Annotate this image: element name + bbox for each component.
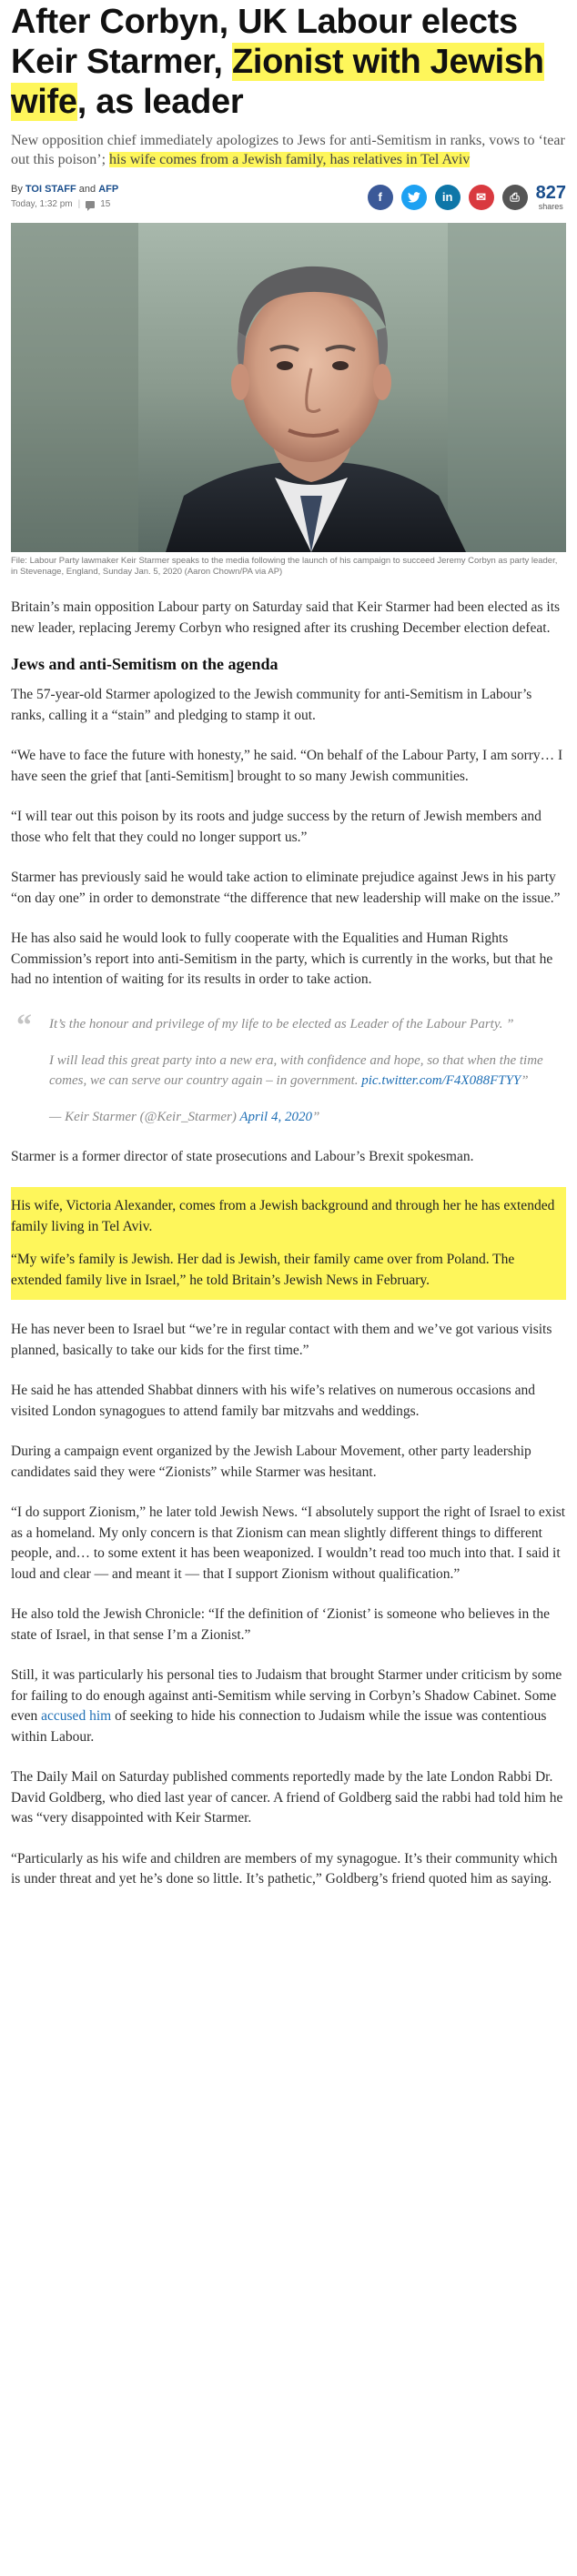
headline-text: After Corbyn, UK Labour elects Keir Starmer, [11, 3, 518, 81]
share-counter [536, 184, 566, 211]
photo-caption: File: Labour Party lawmaker Keir Starmer speaks to the media following the launch of his campaign to succeed Jeremy Corbyn as party leader, in Stevenage, England, Sunday Jan. 5, 2020 (Aaron Chown/PA via AP) [11, 556, 558, 577]
paragraph-13-text-end: of seeking to hide his connection to Judaism while the issue was contentious within Labour. [11, 1708, 547, 1745]
paragraph-13 [11, 1665, 566, 1747]
subhead-text: New opposition chief immediately apologizes to Jews for anti-Semitism in ranks, vows to ‘tear out this poison’; [11, 133, 565, 167]
paragraph-5: Starmer has previously said he would take action to eliminate prejudice against Jews in his party “on day one” in order to demonstrate “the difference that new leadership will make on the issue.” [11, 870, 561, 906]
article-meta [11, 197, 118, 212]
quote-mark-icon: “ [16, 1008, 32, 1042]
email-share-icon[interactable]: ✉ [469, 185, 494, 210]
tweet-pic-link[interactable]: pic.twitter.com/F4X088FTYY [361, 1072, 521, 1088]
tweet-quote-line-1: It’s the honour and privilege of my life to be elected as Leader of the Labour Party. ” [49, 1016, 514, 1031]
share-count-number: 827 [535, 182, 566, 203]
accused-him-link[interactable]: accused him [41, 1708, 112, 1724]
twitter-share-icon[interactable] [401, 185, 427, 210]
section-heading: Jews and anti-Semitism on the agenda [11, 655, 278, 673]
article-body [11, 598, 566, 1890]
paragraph-9: He said he has attended Shabbat dinners with his wife’s relatives on numerous occasions and visited London synagogues to attend family bar mitzvahs and weddings. [11, 1383, 535, 1419]
subheadline [11, 131, 566, 169]
timestamp: Today, 1:32 pm [11, 199, 73, 209]
byline-row [11, 182, 566, 212]
embedded-tweet-quote [11, 1008, 566, 1127]
headline-highlight: Zionist with Jewish wife [11, 43, 544, 121]
highlight-paragraph-1: His wife, Victoria Alexander, comes from a Jewish background and through her he has extended family living in Tel Aviv. [11, 1198, 555, 1234]
paragraph-12: He also told the Jewish Chronicle: “If the definition of ‘Zionist’ is someone who believes in the state of Israel, in that sense I’m a Zionist.” [11, 1606, 551, 1643]
headline-text-end: , as leader [76, 83, 244, 121]
paragraph-4: “I will tear out this poison by its roots and judge success by the return of Jewish members and those who felt that they could no longer support us.” [11, 809, 542, 845]
highlight-paragraph-2: “My wife’s family is Jewish. Her dad is Jewish, their family came over from Poland. The extended family live in Israel,” he told Britain’s Jewish News in February. [11, 1252, 515, 1288]
paragraph-13-text: Still, it was particularly his personal ties to Judaism that brought Starmer under criticism by some for failing to do enough against anti-Semitism while serving in Corbyn’s Shadow Cabinet. Some even [11, 1667, 562, 1724]
tweet-attribution [49, 1107, 566, 1127]
meta-separator: | [77, 199, 81, 209]
tweet-author: — Keir Starmer (@Keir_Starmer) [49, 1109, 240, 1124]
subhead-highlight: his wife comes from a Jewish family, has relatives in Tel Aviv [109, 152, 471, 167]
paragraph-10: During a campaign event organized by the Jewish Labour Movement, other party leadership candidates said they were “Zionists” while Starmer was hesitant. [11, 1444, 531, 1480]
paragraph-15: “Particularly as his wife and children are members of my synagogue. It’s their community which is under threat and yet he’s done so little. It’s pathetic,” Goldberg’s friend quoted him as saying. [11, 1850, 558, 1887]
paragraph-6: He has also said he would look to fully cooperate with the Equalities and Human Rights Commission’s report into anti-Semitism in the party, which is currently in the works, but that he had no intention of waiting for its results in order to take action. [11, 931, 553, 987]
byline-and: and [78, 184, 96, 195]
paragraph-14: The Daily Mail on Saturday published comments reportedly made by the late London Rabbi Dr. David Goldberg, who died last year of cancer. A friend of Goldberg said the rabbi had told him he was “very disappointed with Keir Starmer. [11, 1769, 563, 1826]
paragraph-2: The 57-year-old Starmer apologized to the Jewish community for anti-Semitism in Labour’s ranks, calling it a “stain” and pledging to stamp it out. [11, 687, 532, 723]
tweet-quote-line-2 [49, 1051, 566, 1091]
author-link-toi-staff[interactable]: TOI STAFF [25, 184, 76, 195]
facebook-share-icon[interactable]: f [368, 185, 393, 210]
byline-prefix: By [11, 184, 23, 195]
twitter-bird-icon [408, 192, 420, 203]
paragraph-11: “I do support Zionism,” he later told Jewish News. “I absolutely support the right of Israel to exist as a homeland. My only concern is that Zionism can mean slightly different things to different people, and… to some extent it has been weaponized. I wouldn’t read too much into that. I said it loud and clear — and meant it — that I support Zionism without qualification.” [11, 1504, 566, 1582]
paragraph-8: He has never been to Israel but “we’re in regular contact with them and we’ve got various visits planned, basically to take our kids for the first time.” [11, 1322, 552, 1358]
comment-count[interactable]: 15 [100, 199, 111, 209]
print-icon[interactable]: ⎙ [502, 185, 528, 210]
author-link-afp[interactable]: AFP [98, 184, 119, 195]
byline [11, 182, 118, 197]
comment-icon[interactable] [86, 201, 95, 208]
keir-starmer-photo [11, 223, 566, 552]
paragraph-1: Britain’s main opposition Labour party on Saturday said that Keir Starmer had been elected as its new leader, replacing Jeremy Corbyn who resigned after its crushing December election defeat. [11, 599, 561, 636]
lead-photo [11, 223, 566, 552]
share-count-label: shares [538, 201, 563, 211]
tweet-text: I will lead this great party into a new era, with confidence and hope, so that when the time comes, we can serve our country again – in government. [49, 1052, 543, 1088]
tweet-date-close-quote: ” [311, 1109, 320, 1124]
paragraph-7: Starmer is a former director of state prosecutions and Labour’s Brexit spokesman. [11, 1148, 474, 1164]
tweet-date-link[interactable]: April 4, 2020 [239, 1109, 312, 1124]
headline [11, 0, 566, 122]
tweet-close-quote: ” [521, 1072, 529, 1088]
highlighted-passage [11, 1187, 566, 1300]
paragraph-3: “We have to face the future with honesty,” he said. “On behalf of the Labour Party, I am sorry… I have seen the grief that [anti-Semitism] brought to so many Jewish communities. [11, 748, 563, 784]
linkedin-share-icon[interactable]: in [435, 185, 461, 210]
byline-block [11, 182, 118, 212]
share-bar [368, 184, 566, 211]
